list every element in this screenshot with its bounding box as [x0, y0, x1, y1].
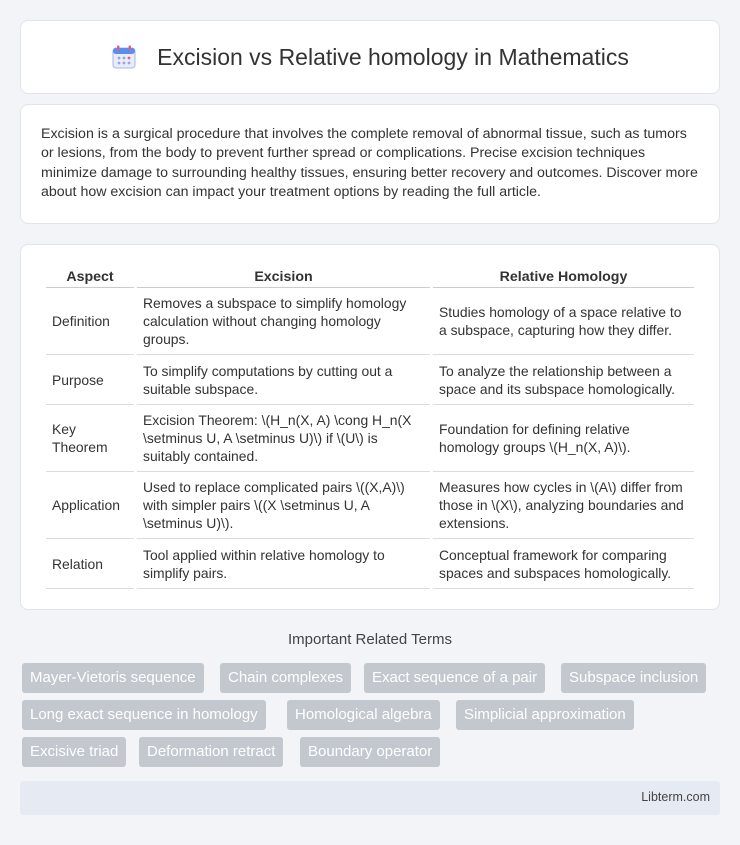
table-row [46, 355, 694, 405]
related-term-tag[interactable]: Deformation retract [139, 737, 283, 767]
table-cell: Studies homology of a space relative to a subspace, capturing how they differ. [433, 288, 694, 355]
table-cell: Conceptual framework for comparing spaces and subspaces homologically. [433, 539, 694, 589]
related-term-tag[interactable]: Homological algebra [287, 700, 440, 730]
table-cell: Measures how cycles in \(A\) differ from those in \(X\), analyzing boundaries and extensions. [433, 472, 694, 539]
related-term-tag[interactable]: Excisive triad [22, 737, 126, 767]
intro-text: Excision is a surgical procedure that involves the complete removal of abnormal tissue, such as tumors or lesions, from the body to prevent further spread or complications. Precise excision techniques minimize damage to surrounding healthy tissues, ensuring better recovery and outcomes. Discover more about how excision can impact your treatment options by reading the full article. [41, 126, 698, 201]
table-cell-aspect: Relation [46, 539, 134, 589]
table-cell: Removes a subspace to simplify homology calculation without changing homology groups. [137, 288, 430, 355]
header-card [20, 20, 720, 94]
table-cell-aspect: Key Theorem [46, 405, 134, 472]
column-header: Relative Homology [433, 265, 694, 288]
related-term-tag[interactable]: Chain complexes [220, 663, 351, 693]
comparison-table [43, 265, 697, 589]
footer [20, 781, 720, 815]
related-term-tag[interactable]: Boundary operator [300, 737, 440, 767]
related-term-tag[interactable]: Simplicial approximation [456, 700, 634, 730]
page-title: Excision vs Relative homology in Mathematics [157, 43, 629, 70]
table-header-row [46, 265, 694, 288]
column-header: Aspect [46, 265, 134, 288]
table-cell-aspect: Purpose [46, 355, 134, 405]
table-cell: Tool applied within relative homology to simplify pairs. [137, 539, 430, 589]
intro-card [20, 104, 720, 224]
related-term-tag[interactable]: Exact sequence of a pair [364, 663, 545, 693]
table-row [46, 405, 694, 472]
table-cell-aspect: Definition [46, 288, 134, 355]
related-term-tag[interactable]: Long exact sequence in homology [22, 700, 266, 730]
table-cell: Excision Theorem: \(H_n(X, A) \cong H_n(X \setminus U, A \setminus U)\) if \(U\) is suitably contained. [137, 405, 430, 472]
table-row [46, 288, 694, 355]
comparison-table-card [20, 244, 720, 610]
table-row [46, 472, 694, 539]
related-term-tag[interactable]: Mayer-Vietoris sequence [22, 663, 204, 693]
related-term-tag[interactable]: Subspace inclusion [561, 663, 706, 693]
calendar-icon [111, 44, 137, 70]
table-cell: Foundation for defining relative homology groups \(H_n(X, A)\). [433, 405, 694, 472]
footer-site-link[interactable]: Libterm.com [641, 790, 710, 804]
table-cell: To simplify computations by cutting out a suitable subspace. [137, 355, 430, 405]
table-cell-aspect: Application [46, 472, 134, 539]
column-header: Excision [137, 265, 430, 288]
table-cell: To analyze the relationship between a space and its subspace homologically. [433, 355, 694, 405]
table-cell: Used to replace complicated pairs \((X,A)\) with simpler pairs \((X \setminus U, A \setminus U)\). [137, 472, 430, 539]
related-terms-title: Important Related Terms [288, 631, 452, 648]
table-row [46, 539, 694, 589]
